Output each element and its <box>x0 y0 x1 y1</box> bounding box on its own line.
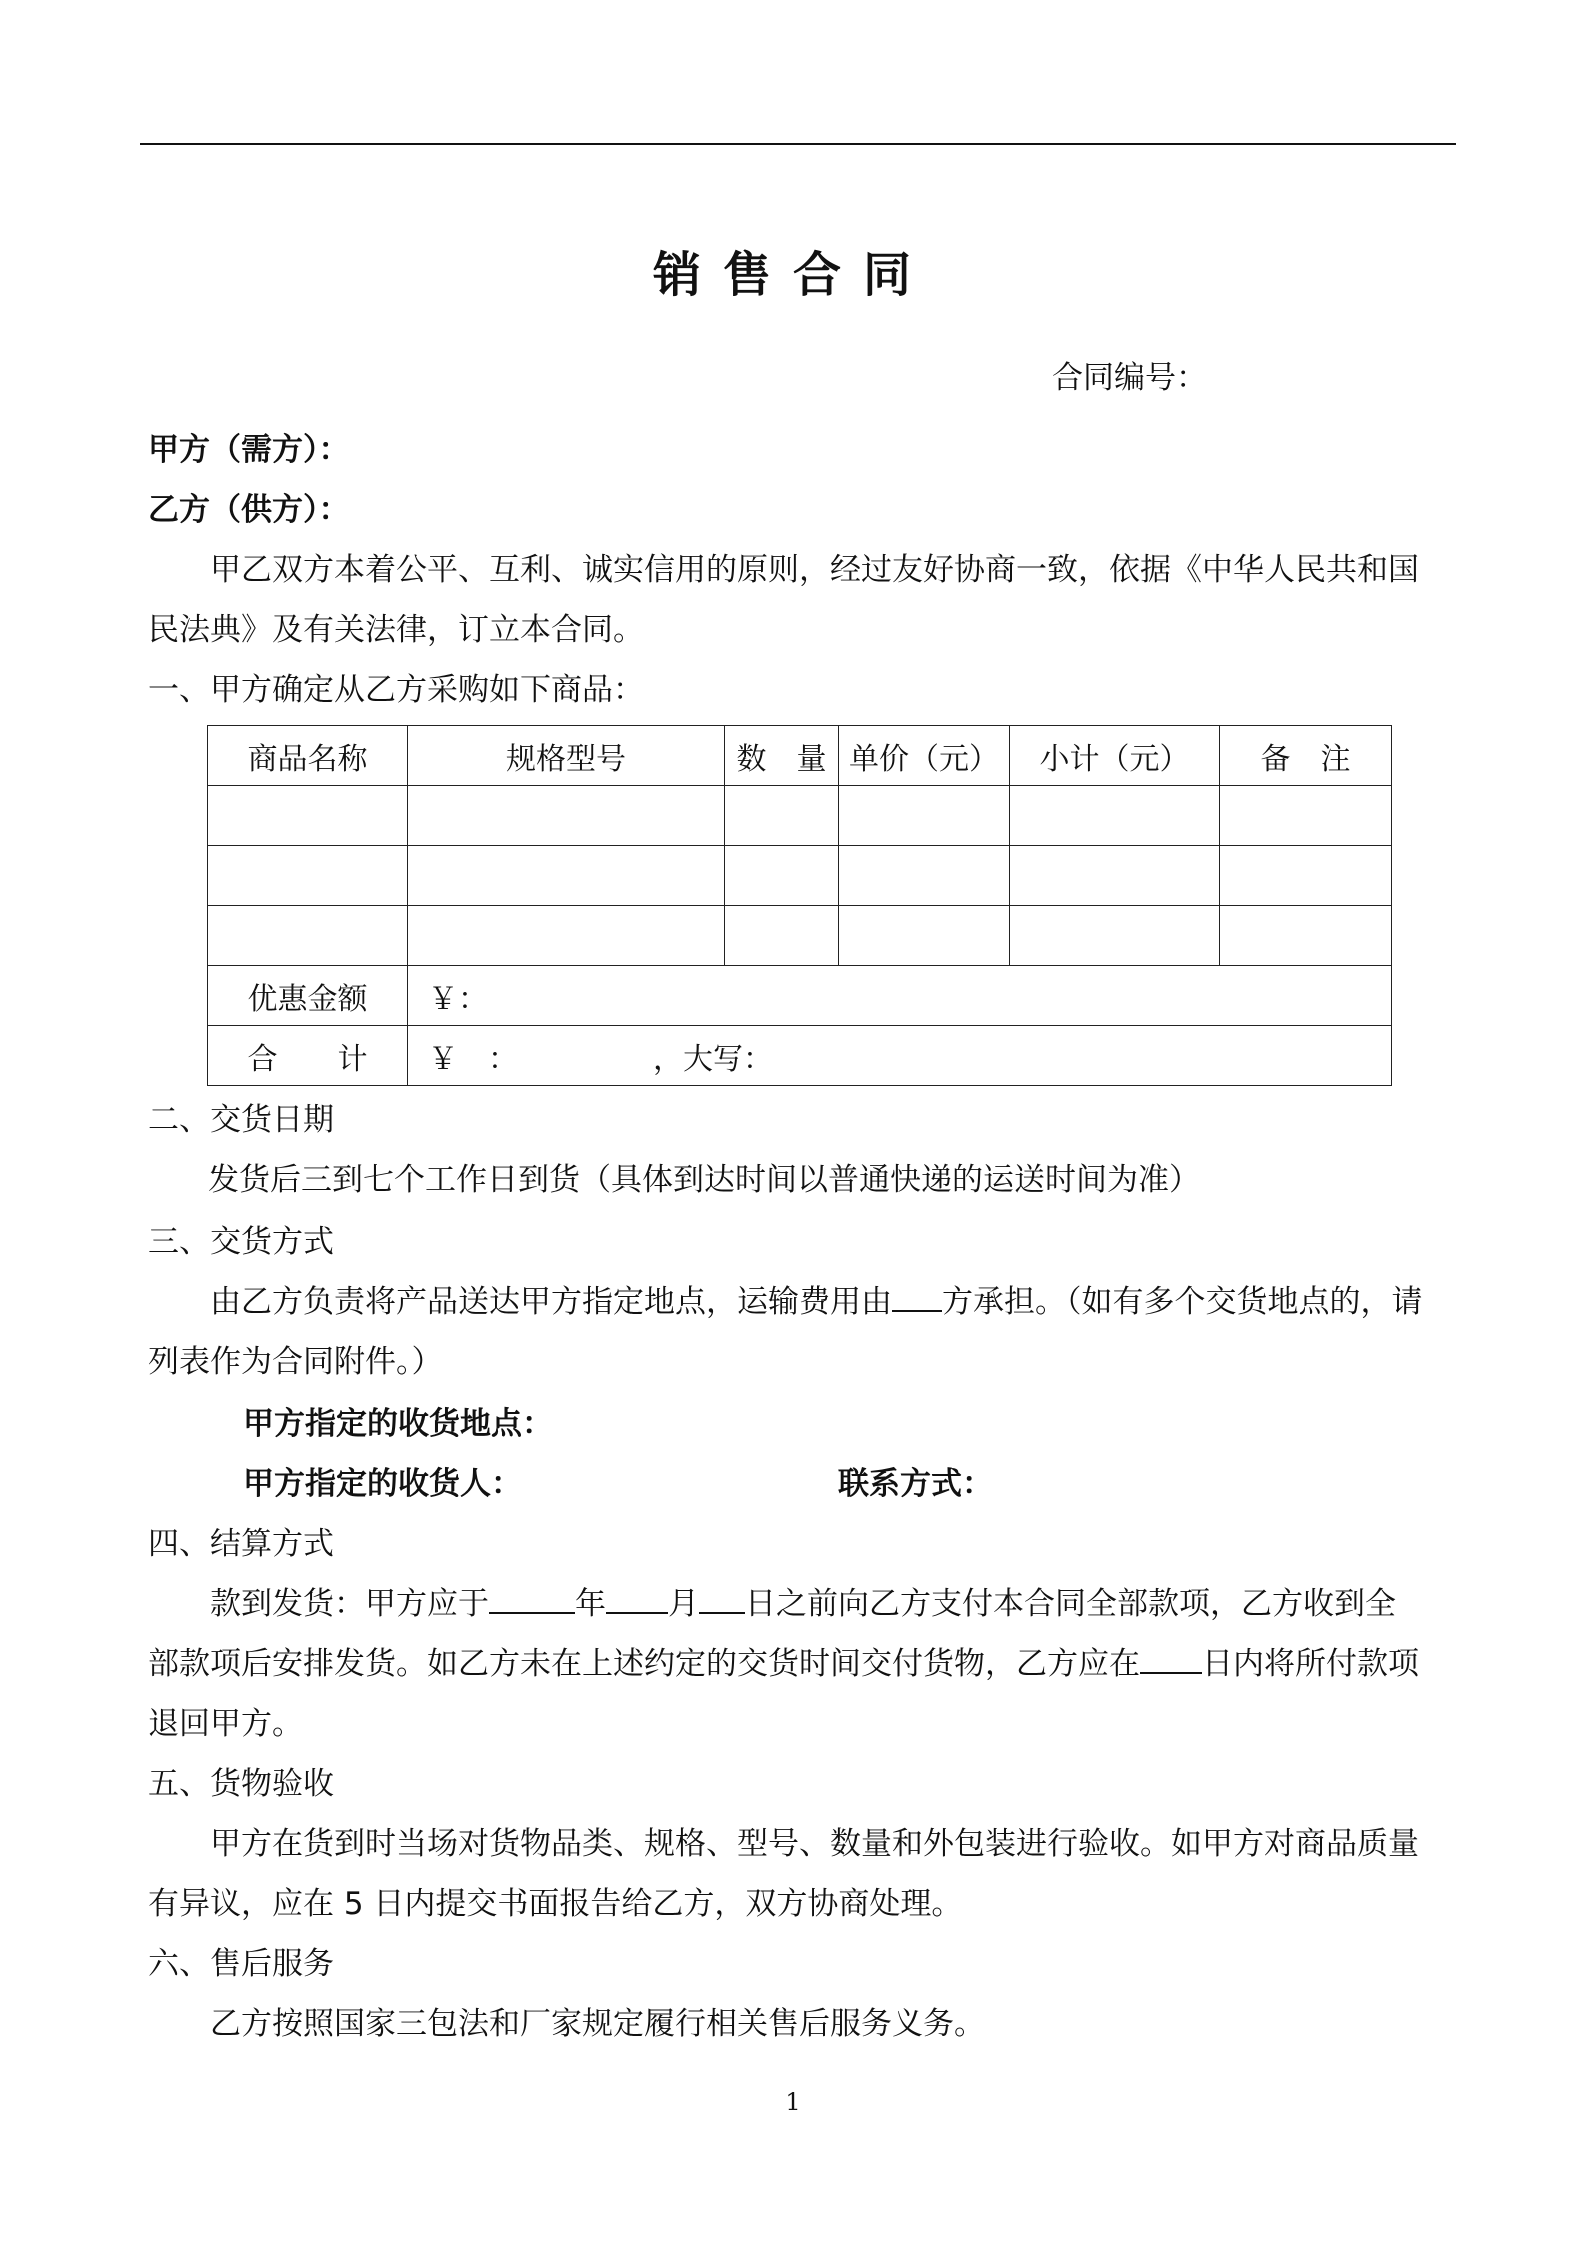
delivery-address-label: 甲方指定的收货地点： <box>243 1406 553 1442</box>
section-5-line-1: 甲方在货到时当场对货物品类、规格、型号、数量和外包装进行验收。如甲方对商品质量 <box>210 1826 1419 1862</box>
header-cell: 备 注 <box>1220 726 1392 786</box>
table-cell[interactable] <box>839 846 1010 906</box>
refund-days-blank[interactable] <box>1140 1642 1202 1674</box>
header-cell: 规格型号 <box>408 726 725 786</box>
section-3-line-2: 列表作为合同附件。） <box>148 1344 443 1380</box>
header-cell: 小计（元） <box>1010 726 1220 786</box>
day-blank[interactable] <box>699 1582 745 1614</box>
contact-label: 联系方式： <box>838 1466 993 1502</box>
total-label: 合 计 <box>208 1026 408 1086</box>
header-rule <box>140 143 1456 145</box>
table-cell[interactable] <box>408 906 725 966</box>
table-header-row <box>208 726 1392 786</box>
section-4-text-e: 部款项后安排发货。如乙方未在上述约定的交货时间交付货物，乙方应在 <box>148 1646 1140 1682</box>
party-b-label: 乙方（供方）： <box>148 492 350 528</box>
table-row <box>208 846 1392 906</box>
year-blank[interactable] <box>489 1582 575 1614</box>
table-cell[interactable] <box>725 906 839 966</box>
table-row <box>208 906 1392 966</box>
section-4-line-1 <box>210 1582 1396 1626</box>
header-cell: 数 量 <box>725 726 839 786</box>
table-cell[interactable] <box>1220 846 1392 906</box>
table-cell[interactable] <box>725 846 839 906</box>
table-cell[interactable] <box>1220 906 1392 966</box>
intro-line-1: 甲乙双方本着公平、互利、诚实信用的原则，经过友好协商一致，依据《中华人民共和国 <box>210 552 1419 588</box>
contract-number-label: 合同编号： <box>1052 360 1207 396</box>
party-a-label: 甲方（需方）： <box>148 432 350 468</box>
table-cell[interactable] <box>839 786 1010 846</box>
intro-line-2: 民法典》及有关法律，订立本合同。 <box>148 612 644 648</box>
table-cell[interactable] <box>1010 786 1220 846</box>
goods-table <box>207 725 1392 1086</box>
table-cell[interactable] <box>1010 846 1220 906</box>
section-4-text-f: 日内将所付款项 <box>1202 1646 1419 1682</box>
section-2-text: 发货后三到七个工作日到货（具体到达时间以普通快递的运送时间为准） <box>208 1162 1200 1198</box>
discount-row <box>208 966 1392 1026</box>
section-3-line-1 <box>210 1280 1423 1324</box>
section-5-heading: 五、货物验收 <box>148 1766 334 1802</box>
table-cell[interactable] <box>839 906 1010 966</box>
discount-label: 优惠金额 <box>208 966 408 1026</box>
discount-value[interactable]: ￥： <box>408 966 1392 1026</box>
month-label: 月 <box>668 1586 699 1622</box>
header-cell: 商品名称 <box>208 726 408 786</box>
year-label: 年 <box>575 1586 606 1622</box>
section-5-line-2: 有异议，应在 5 日内提交书面报告给乙方，双方协商处理。 <box>148 1886 963 1922</box>
section-2-heading: 二、交货日期 <box>148 1102 334 1138</box>
table-cell[interactable] <box>208 786 408 846</box>
section-6-text: 乙方按照国家三包法和厂家规定履行相关售后服务义务。 <box>210 2006 985 2042</box>
section-4-line-2 <box>148 1642 1419 1686</box>
section-4-text-a: 款到发货：甲方应于 <box>210 1586 489 1622</box>
document-title: 销售合同 <box>652 247 933 303</box>
section-6-heading: 六、售后服务 <box>148 1946 334 1982</box>
receiver-label: 甲方指定的收货人： <box>243 1466 522 1502</box>
section-4-line-3: 退回甲方。 <box>148 1706 303 1742</box>
total-row <box>208 1026 1392 1086</box>
section-4-heading: 四、结算方式 <box>148 1526 334 1562</box>
table-cell[interactable] <box>408 786 725 846</box>
section-3-text-b: 方承担。（如有多个交货地点的，请 <box>942 1284 1423 1320</box>
freight-party-blank[interactable] <box>892 1280 942 1312</box>
total-value[interactable]: ￥ ： ，大写： <box>408 1026 1392 1086</box>
table-cell[interactable] <box>208 846 408 906</box>
header-cell: 单价（元） <box>839 726 1010 786</box>
month-blank[interactable] <box>606 1582 668 1614</box>
table-cell[interactable] <box>725 786 839 846</box>
table-cell[interactable] <box>1010 906 1220 966</box>
table-cell[interactable] <box>1220 786 1392 846</box>
table-cell[interactable] <box>208 906 408 966</box>
table-row <box>208 786 1392 846</box>
section-3-heading: 三、交货方式 <box>148 1224 334 1260</box>
section-1-heading: 一、甲方确定从乙方采购如下商品： <box>148 672 644 708</box>
page-number: 1 <box>785 2088 801 2116</box>
table-cell[interactable] <box>408 846 725 906</box>
section-3-text-a: 由乙方负责将产品送达甲方指定地点，运输费用由 <box>210 1284 892 1320</box>
section-4-text-d: 日之前向乙方支付本合同全部款项，乙方收到全 <box>745 1586 1396 1622</box>
